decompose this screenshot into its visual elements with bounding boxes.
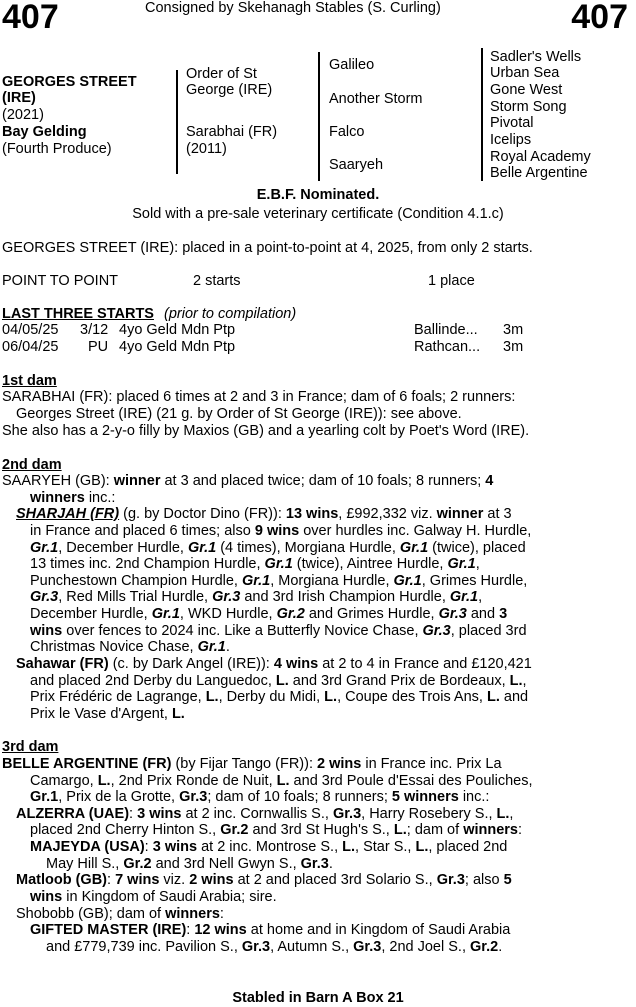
start-race: 4yo Geld Mdn Ptp bbox=[119, 322, 236, 338]
sahawar-line-3: Prix Frédéric de Lagrange, L., Derby du Midi, L., Coupe des Trois Ans, L. and bbox=[30, 689, 529, 705]
sahawar-line-1: Sahawar (FR) (c. by Dark Angel (IRE)): 4 wins at 2 to 4 in France and £120,421 bbox=[16, 656, 532, 672]
start-distance: 3m bbox=[503, 339, 524, 355]
horse-year: (2021) bbox=[2, 107, 44, 123]
grandsire-maternal: Falco bbox=[329, 124, 365, 140]
ggp-6: Icelips bbox=[490, 132, 532, 148]
pedigree-divider-1 bbox=[176, 70, 178, 174]
stabled-location: Stabled in Barn A Box 21 bbox=[232, 990, 404, 1006]
second-dam-heading: 2nd dam bbox=[2, 457, 62, 473]
pedigree-divider-3 bbox=[481, 48, 483, 181]
start-course: Ballinde... bbox=[414, 322, 478, 338]
shobobb-line: Shobobb (GB); dam of winners: bbox=[16, 906, 224, 922]
start-position: 3/12 bbox=[80, 322, 109, 338]
sharjah-line-6: Gr.3, Red Mills Trial Hurdle, Gr.3 and 3rd Irish Champion Hurdle, Gr.1, bbox=[30, 589, 483, 605]
sharjah-line-1: SHARJAH (FR) (g. by Doctor Dino (FR)): 13 wins, £992,332 viz. winner at 3 bbox=[16, 506, 512, 522]
ptp-starts: 2 starts bbox=[193, 273, 241, 289]
ptp-places: 1 place bbox=[428, 273, 475, 289]
second-dam-line-2: winners inc.: bbox=[30, 490, 116, 506]
lot-number-right: 407 bbox=[571, 0, 628, 36]
first-dam-line-2: Georges Street (IRE) (21 g. by Order of St George (IRE)): see above. bbox=[16, 406, 462, 422]
ggp-3: Gone West bbox=[490, 82, 563, 98]
horse-name: GEORGES STREET bbox=[2, 74, 137, 90]
sire-line-1: Order of St bbox=[186, 66, 257, 82]
sharjah-line-5: Punchestown Champion Hurdle, Gr.1, Morgiana Hurdle, Gr.1, Grimes Hurdle, bbox=[30, 573, 528, 589]
first-dam-line-1: SARABHAI (FR): placed 6 times at 2 and 3 in France; dam of 6 foals; 2 runners: bbox=[2, 389, 516, 405]
sharjah-line-7: December Hurdle, Gr.1, WKD Hurdle, Gr.2 and Grimes Hurdle, Gr.3 and 3 bbox=[30, 606, 508, 622]
start-race: 4yo Geld Mdn Ptp bbox=[119, 339, 236, 355]
belle-line-1: BELLE ARGENTINE (FR) (by Fijar Tango (FR)): 2 wins in France inc. Prix La bbox=[2, 756, 502, 772]
start-distance: 3m bbox=[503, 322, 524, 338]
summary-line: GEORGES STREET (IRE): placed in a point-to-point at 4, 2025, from only 2 starts. bbox=[2, 240, 533, 256]
sahawar-line-4: Prix le Vase d'Argent, L. bbox=[30, 706, 185, 722]
sire-line-2: George (IRE) bbox=[186, 82, 273, 98]
vet-certificate: Sold with a pre-sale veterinary certificate (Condition 4.1.c) bbox=[132, 206, 504, 222]
sahawar-line-2: and placed 2nd Derby du Languedoc, L. and 3rd Grand Prix de Bordeaux, L., bbox=[30, 673, 527, 689]
dam-year: (2011) bbox=[186, 141, 227, 157]
granddam-paternal: Another Storm bbox=[329, 91, 423, 107]
ggp-1: Sadler's Wells bbox=[490, 49, 582, 65]
sharjah-line-2: in France and placed 6 times; also 9 wins over hurdles inc. Galway H. Hurdle, bbox=[30, 523, 532, 539]
ggp-2: Urban Sea bbox=[490, 65, 560, 81]
ggp-5: Pivotal bbox=[490, 115, 534, 131]
granddam-maternal: Saaryeh bbox=[329, 157, 384, 173]
lot-number-left: 407 bbox=[2, 0, 59, 36]
horse-produce: (Fourth Produce) bbox=[2, 141, 112, 157]
consignor: Consigned by Skehanagh Stables (S. Curling) bbox=[145, 0, 441, 16]
first-dam-heading: 1st dam bbox=[2, 373, 57, 389]
last-starts-header bbox=[2, 306, 296, 323]
majeyda-line-2: May Hill S., Gr.2 and 3rd Nell Gwyn S., Gr.3. bbox=[46, 856, 333, 872]
gifted-master-line-2: and £779,739 inc. Pavilion S., Gr.3, Autumn S., Gr.3, 2nd Joel S., Gr.2. bbox=[46, 939, 503, 955]
belle-line-2: Camargo, L., 2nd Prix Ronde de Nuit, L. and 3rd Poule d'Essai des Pouliches, bbox=[30, 773, 533, 789]
ggp-8: Belle Argentine bbox=[490, 165, 588, 181]
matloob-line-2: wins in Kingdom of Saudi Arabia; sire. bbox=[30, 889, 277, 905]
alzerra-line-2: placed 2nd Cherry Hinton S., Gr.2 and 3rd St Hugh's S., L.; dam of winners: bbox=[30, 822, 523, 838]
majeyda-line-1: MAJEYDA (USA): 3 wins at 2 inc. Montrose S., L., Star S., L., placed 2nd bbox=[30, 839, 508, 855]
belle-line-3: Gr.1, Prix de la Grotte, Gr.3; dam of 10 foals; 8 runners; 5 winners inc.: bbox=[30, 789, 490, 805]
second-dam-line-1: SAARYEH (GB): winner at 3 and placed twice; dam of 10 foals; 8 runners; 4 bbox=[2, 473, 494, 489]
sharjah-line-4: 13 times inc. 2nd Champion Hurdle, Gr.1 (twice), Aintree Hurdle, Gr.1, bbox=[30, 556, 480, 572]
matloob-line-1: Matloob (GB): 7 wins viz. 2 wins at 2 and placed 3rd Solario S., Gr.3; also 5 bbox=[16, 872, 512, 888]
start-position: PU bbox=[88, 339, 109, 355]
horse-country: (IRE) bbox=[2, 90, 36, 106]
first-dam-line-3: She also has a 2-y-o filly by Maxios (GB) and a yearling colt by Poet's Word (IRE). bbox=[2, 423, 530, 439]
alzerra-line-1: ALZERRA (UAE): 3 wins at 2 inc. Cornwallis S., Gr.3, Harry Rosebery S., L., bbox=[16, 806, 514, 822]
sharjah-line-3: Gr.1, December Hurdle, Gr.1 (4 times), Morgiana Hurdle, Gr.1 (twice), placed bbox=[30, 540, 526, 556]
sharjah-line-9: Christmas Novice Chase, Gr.1. bbox=[30, 639, 230, 655]
start-date: 06/04/25 bbox=[2, 339, 59, 355]
start-date: 04/05/25 bbox=[2, 322, 59, 338]
ggp-7: Royal Academy bbox=[490, 149, 591, 165]
third-dam-heading: 3rd dam bbox=[2, 739, 59, 755]
last-starts-note: (prior to compilation) bbox=[164, 306, 297, 322]
sharjah-line-8: wins over fences to 2024 inc. Like a Butterfly Novice Chase, Gr.3, placed 3rd bbox=[30, 623, 527, 639]
pedigree-divider-2 bbox=[318, 52, 320, 181]
dam-name: Sarabhai (FR) bbox=[186, 124, 278, 140]
gifted-master-line-1: GIFTED MASTER (IRE): 12 wins at home and in Kingdom of Saudi Arabia bbox=[30, 922, 511, 938]
last-starts-heading: LAST THREE STARTS bbox=[2, 306, 154, 322]
ptp-label: POINT TO POINT bbox=[2, 273, 119, 289]
horse-description: Bay Gelding bbox=[2, 124, 87, 140]
ebf-nominated: E.B.F. Nominated. bbox=[256, 187, 380, 203]
start-course: Rathcan... bbox=[414, 339, 481, 355]
grandsire-paternal: Galileo bbox=[329, 57, 375, 73]
ggp-4: Storm Song bbox=[490, 99, 567, 115]
